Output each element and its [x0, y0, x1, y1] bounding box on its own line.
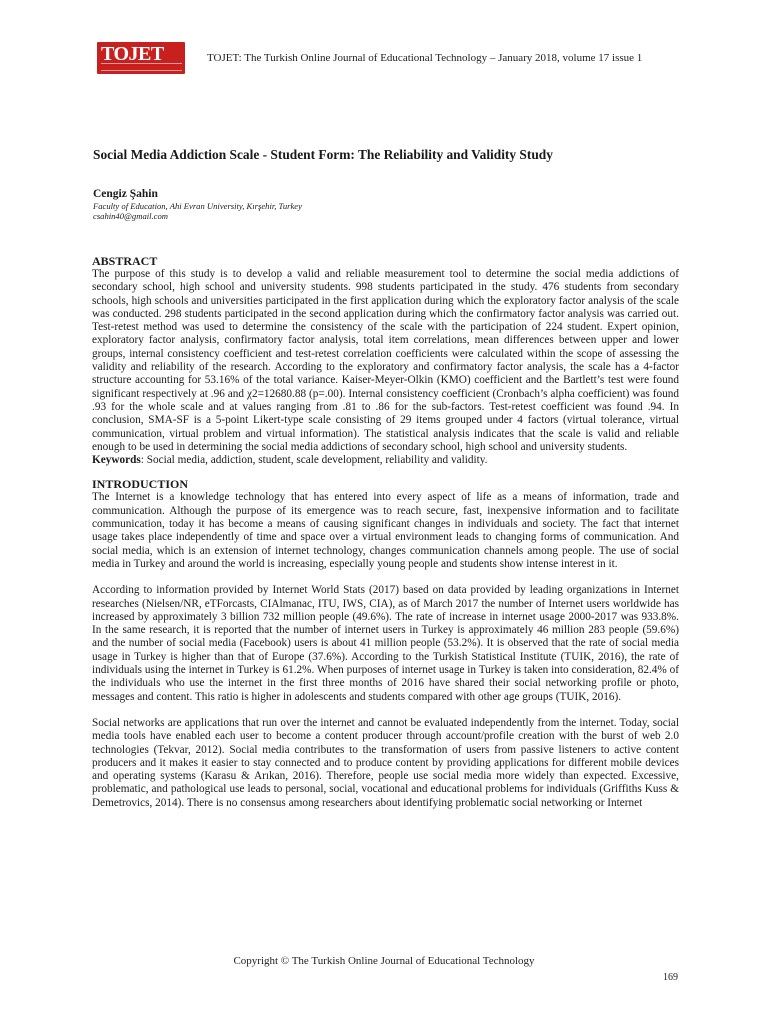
running-head: TOJET: The Turkish Online Journal of Educational Technology – January 2018, volume 17 issue 1: [207, 52, 643, 64]
intro-paragraph: Social networks are applications that run over the internet and cannot be evaluated independently from the internet. Today, social media tools have enabled each user to become a content producer through account/profile creation with the burst of web 2.0 technologies (Tekvar, 2012). Social media contributes to the transformation of users from passive listeners to active content producers and it makes it easier to stay connected and to produce content by providing applications for different mobile devices and operating systems (Karasu & Arıkan, 2016). Therefore, people use social media more widely than expected. Excessive, problematic, and pathological use leads to personal, social, vocational and educational problems for individuals (Griffiths Kuss & Demetrovics, 2014). There is no consensus among researchers about identifying problematic social networking or Internet: [92, 716, 679, 809]
keywords-text: : Social media, addiction, student, scale development, reliability and validity.: [140, 454, 488, 467]
article-title: Social Media Addiction Scale - Student Form: The Reliability and Validity Study: [93, 147, 553, 162]
keywords-label: Keywords: [92, 454, 141, 467]
abstract-text: The purpose of this study is to develop a valid and reliable measurement tool to determine the social media addictions of secondary school, high school and university students. 998 students participated in the study. 476 students from secondary schools, high schools and universities participated in the first application during which the exploratory factor analysis of the scale was conducted. 298 students participated in the second application during which the confirmatory factor analysis was carried out. Test-retest method was used to determine the consistency of the scale with the participation of 224 student. Expert opinion, exploratory factor analysis, confirmatory factor analysis, total item correlations, mean differences between upper and lower groups, internal consistency coefficient and test-retest correlation coefficients were calculated within the scope of assessing the validity and reliability of the research. According to the exploratory and confirmatory factor analysis, the scale has a 4-factor structure accounting for 53.16% of the total variance. Kaiser-Meyer-Olkin (KMO) coefficient and the Bartlett’s test were found significant respectively at .96 and χ2=12680.88 (p=.00). Internal consistency coefficient (Cronbach’s alpha coefficient) was found .93 for the whole scale and at values ranging from .81 to .86 for the sub-factors. Test-retest coefficient was found .94. In conclusion, SMA-SF is a 5-point Likert-type scale consisting of 29 items grouped under 4 factors (virtual tolerance, virtual communication, virtual problem and virtual information). The statistical analysis indicates that the scale is valid and reliable enough to be used in determining the social media addictions of secondary school, high school and university students.: [92, 268, 679, 453]
abstract-heading: ABSTRACT: [92, 254, 158, 268]
author-affiliation: Faculty of Education, Ahi Evran University, Kırşehir, Turkey: [93, 201, 302, 211]
article-body: [92, 254, 679, 810]
intro-paragraph: According to information provided by Internet World Stats (2017) based on data provided by leading organizations in Internet researches (Nielsen/NR, eTForcasts, CIAlmanac, ITU, IWS, CIA), as of March 2017 the number of Internet users worldwide has increased by approximately 3 billion 732 million people (49.6%). The rate of increase in internet usage 2000-2017 was 933.8%. In the same research, it is reported that the number of internet users in Turkey is approximately 46 million 283 people (59.6%) and the number of social media (Facebook) users is about 41 million people (53.2%). It is observed that the rate of social media usage in Turkey is higher than that of Europe (37.6%). According to the Turkish Statistical Institute (TUIK, 2016), the rate of individuals using the internet in Turkey is 61.2%. When purposes of internet usage in Turkey is taken into consideration, 82.4% of the individuals who use the internet in the first three months of 2016 have shared their social networking profile or photo, messages and content. This ratio is higher in adolescents and students compared with other age groups (TUIK, 2016).: [92, 584, 679, 703]
author-name: Cengiz Şahin: [93, 188, 158, 200]
logo-text: TOJET: [101, 43, 164, 65]
tojet-logo: [97, 42, 185, 74]
logo-underline-decoration: [101, 63, 182, 71]
intro-paragraph: The Internet is a knowledge technology that has entered into every aspect of life as a means of information, trade and communication. Although the purpose of its emergence was to reach secure, fast, inexpensive information and to facilitate communication, today it has become a means of causing significant changes in individuals and society. The fact that internet usage takes place independently of time and space over a virtual environment leads to changing forms of communication. And social media, which is an extension of internet technology, changes communication channels among people. The use of social media in Turkey and around the world is increasing, especially young people and students show intense interest in it.: [92, 491, 679, 570]
author-email: csahin40@gmail.com: [93, 211, 168, 221]
author-block: [93, 188, 683, 221]
introduction-heading: INTRODUCTION: [92, 477, 189, 492]
page-header: [97, 40, 677, 76]
copyright-footer: Copyright © The Turkish Online Journal of Educational Technology: [233, 955, 535, 967]
keywords-line: [92, 454, 679, 467]
page-number: 169: [663, 972, 678, 983]
